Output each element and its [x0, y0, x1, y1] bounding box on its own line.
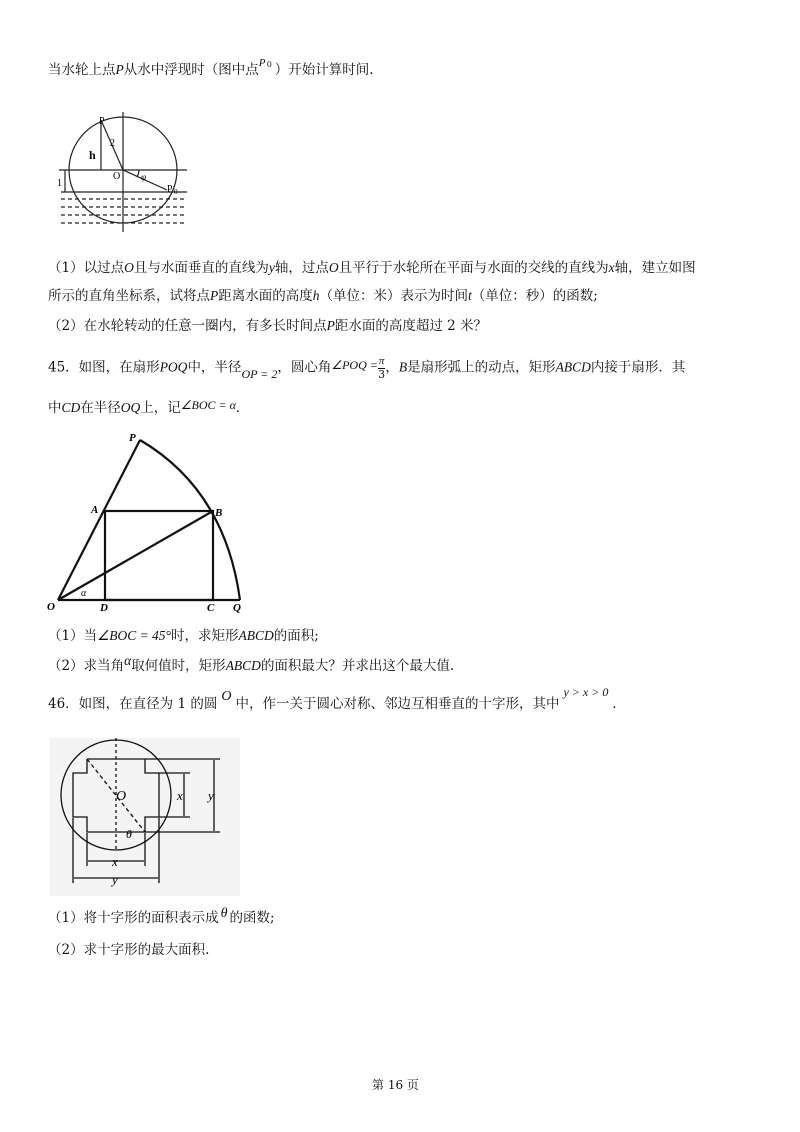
q45-part1: （1）当∠BOC = 45°时，求矩形ABCD的面积; [48, 628, 319, 644]
q45-part2: （2）求当角α取何值时，矩形ABCD的面积最大？并求出这个最大值. [48, 653, 455, 674]
fig46-label-x-right: x [177, 788, 183, 803]
fig45-label-alpha: α [81, 588, 87, 599]
q45-stem-line2: 中CD在半径OQ上，记∠BOC = α． [48, 398, 250, 416]
fig45-label-c: C [207, 602, 215, 614]
page-number: 第 16 页 [372, 1078, 419, 1092]
q46-stem: 46．如图，在直径为 1 的圆 O 中，作一关于圆心对称、邻边互相垂直的十字形，其中y > x > 0． [48, 685, 626, 712]
intro-line: 当水轮上点P从水中浮现时（图中点$^P$ 0 ）开始计算时间. [48, 57, 374, 78]
water-wheel-figure [55, 112, 195, 237]
fig45-label-p: P [129, 432, 136, 444]
q45-stem-line1: 45．如图，在扇形POQ中，半径OP = 2，圆心角∠POQ = $\frac{\pi}{3}$ ，B是扇形弧上的动点，矩形ABCD内接于扇形．其 [48, 355, 686, 381]
fig45-label-a: A [91, 504, 99, 516]
fig44-label-2: 2 [110, 138, 115, 149]
fig44-label-p: P [99, 116, 105, 127]
q44-part1-line2: 所示的直角坐标系，试将点P距离水面的高度h（单位：米）表示为时间t（单位：秒）的函数; [48, 288, 598, 304]
fig44-label-phi: φ [141, 172, 146, 182]
fig44-label-o: O [113, 171, 121, 182]
q44-part2: （2）在水轮转动的任意一圈内，有多长时间点P距水面的高度超过 2 米？ [48, 318, 488, 334]
fig46-label-x-bottom: x [112, 854, 118, 869]
fig46-label-y-bottom: y [112, 872, 118, 887]
fig46-label-theta: θ [126, 827, 132, 841]
fig45-label-b: B [215, 507, 223, 519]
fig44-label-1: 1 [57, 178, 62, 189]
cross-circle-figure [50, 738, 240, 896]
q46-part1: （1）将十字形的面积表示成 θ 的函数; [48, 906, 275, 926]
sector-figure [45, 430, 260, 615]
q46-part2: （2）求十字形的最大面积. [48, 942, 210, 958]
fig45-label-d: D [100, 602, 108, 614]
fig46-label-o: O [116, 789, 127, 804]
q44-part1-line1: （1）以过点O且与水面垂直的直线为y轴，过点O且平行于水轮所在平面与水面的交线的直线为x轴，建立如图 [48, 260, 696, 276]
fig45-label-q: Q [233, 602, 241, 614]
fig45-label-o: O [47, 601, 55, 613]
fig44-label-p0: P [167, 184, 173, 195]
fig44-label-p0-sub: 0 [174, 188, 178, 196]
fig44-label-h: h [89, 148, 96, 162]
fig46-label-y-right: y [208, 788, 214, 803]
